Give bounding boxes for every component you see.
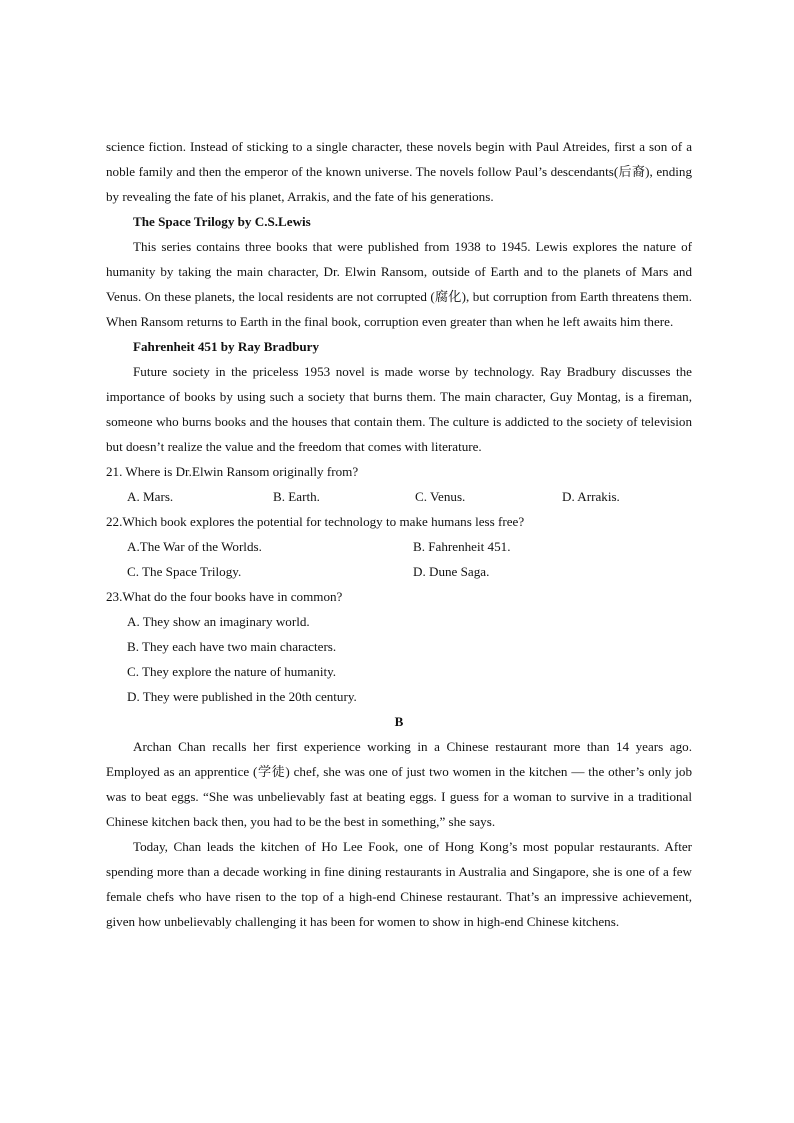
question-22-option-b[interactable]: B. Fahrenheit 451. [413,539,511,554]
question-21-option-c[interactable]: C. Venus. [415,489,466,504]
question-23-option-c[interactable]: C. They explore the nature of humanity. [127,664,337,679]
passage-a-paragraph-space-trilogy: This series contains three books that were published from 1938 to 1945. Lewis explores the nature of humanity by taking the main character, Dr. Elwin Ransom, outside of Earth and to the planets of Mars and Venus. On these planets, the local residents are not corrupted (腐化), but corruption from Earth threatens them. When Ransom returns to Earth in the final book, corruption even greater than when he left awaits him there. [106,239,692,329]
passage-b-paragraph-1: Archan Chan recalls her first experience working in a Chinese restaurant more than 14 years ago. Employed as an apprentice (学徒) chef, she was one of just two women in the kitchen — the other’s only job was to beat eggs. “She was unbelievably fast at beating eggs. I guess for a woman to survive in a traditional Chinese kitchen back then, you had to be the best in something,” she says. [106,739,692,829]
question-21-option-b[interactable]: B. Earth. [273,489,320,504]
question-21-option-a[interactable]: A. Mars. [127,489,174,504]
section-b-label: B [394,714,404,729]
question-21-stem: 21. Where is Dr.Elwin Ransom originally from? [106,464,359,479]
question-23-option-d[interactable]: D. They were published in the 20th century. [127,689,357,704]
question-22-options-row-2 [106,559,692,584]
passage-b-paragraph-2: Today, Chan leads the kitchen of Ho Lee Fook, one of Hong Kong’s most popular restaurants. After spending more than a decade working in fine dining restaurants in Australia and Singapore, she is one of a few female chefs who have risen to the top of a high-end Chinese restaurant. That’s an impressive achievement, given how unbelievably challenging it has been for women to show in high-end Chinese kitchens. [106,839,692,929]
question-23-stem: 23.What do the four books have in common? [106,589,343,604]
passage-a-paragraph-dune: science fiction. Instead of sticking to a single character, these novels begin with Paul Atreides, first a son of a noble family and then the emperor of the known universe. The novels follow Paul’s descendants(后裔), ending by revealing the fate of his planet, Arrakis, and the fate of his generations. [106,139,692,204]
question-21-option-d[interactable]: D. Arrakis. [562,489,620,504]
question-22-option-d[interactable]: D. Dune Saga. [413,564,490,579]
passage-a-paragraph-fahrenheit: Future society in the priceless 1953 novel is made worse by technology. Ray Bradbury discusses the importance of books by using such a society that burns them. The main character, Guy Montag, is a fireman, someone who burns books and the houses that contain them. The culture is addicted to the society of television but doesn’t realize the value and the freedom that comes with literature. [106,364,692,454]
question-23-option-a[interactable]: A. They show an imaginary world. [127,614,310,629]
book-title-fahrenheit: Fahrenheit 451 by Ray Bradbury [133,339,319,354]
question-23-option-b[interactable]: B. They each have two main characters. [127,639,337,654]
book-title-space-trilogy: The Space Trilogy by C.S.Lewis [133,214,311,229]
question-22-stem: 22.Which book explores the potential for technology to make humans less free? [106,514,525,529]
question-22-option-a[interactable]: A.The War of the Worlds. [127,539,262,554]
question-22-options-row-1 [106,534,692,559]
question-21-options [106,484,692,509]
question-22-option-c[interactable]: C. The Space Trilogy. [127,564,242,579]
document-page [106,134,692,934]
